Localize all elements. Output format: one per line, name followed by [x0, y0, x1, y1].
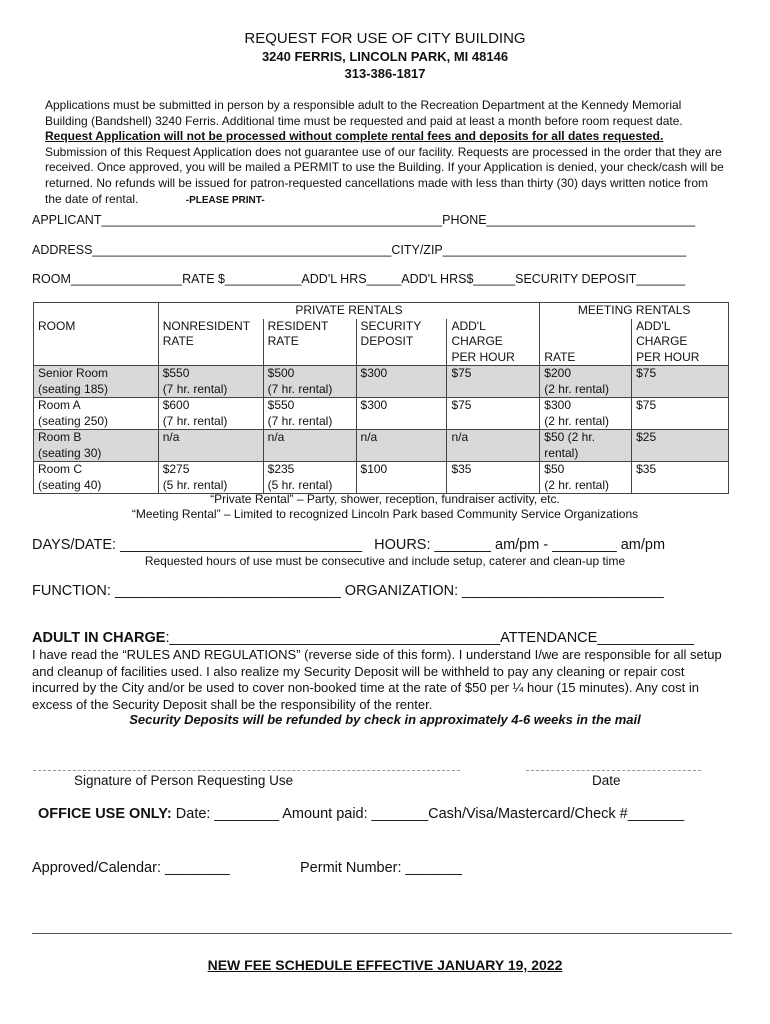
approved-calendar-line[interactable]: Approved/Calendar: ________	[32, 860, 230, 876]
adult-in-charge-label: ADULT IN CHARGE	[32, 630, 166, 646]
rules-acknowledgement: I have read the “RULES AND REGULATIONS” (reverse side of this form). I understand I/we are responsible for all setup and cleanup of facilities used. I also realize my Security Deposit will be withheld to pay any cleaning or repair cost incurred by the City and/or be used to cover non-booked time at the rate of $50 per ¼ hour (15 minutes). Any cost in excess of the Security Deposit shall be the responsibility of the renter.	[32, 647, 722, 712]
table-row: Room B (seating 30) n/a n/a n/a n/a $50 (2 hr. rental) $25	[34, 430, 729, 462]
signature-label: Signature of Person Requesting Use	[74, 773, 294, 788]
table-row: Senior Room (seating 185) $550 (7 hr. rental) $500 (7 hr. rental) $300 $75 $200 (2 hr. rental) $75	[34, 366, 729, 398]
office-use-line[interactable]: OFFICE USE ONLY: Date: ________ Amount paid: _______Cash/Visa/Mastercard/Check #_______	[38, 806, 685, 822]
date-label: Date	[592, 773, 621, 788]
office-use-label: OFFICE USE ONLY:	[38, 806, 172, 822]
header-meeting-addl-charge: ADD'L CHARGE PER HOUR	[632, 319, 729, 366]
meeting-rental-note: “Meeting Rental” – Limited to recognized Lincoln Park based Community Service Organizations	[131, 507, 639, 521]
intro-text-1: Applications must be submitted in person by a responsible adult to the Recreation Department at the Kennedy Memorial Building (Bandshell) 3240 Ferris. Additional time must be requested and paid at least a month before room request date.	[45, 98, 683, 128]
intro-text-2: Submission of this Request Application does not guarantee use of our facility. Requests are processed in the order that they are received. Once approved, you will be mailed a PERMIT to use the Building. If your Application is denied, your check/cash will be returned. No refunds will be issued for patron-requested cancellations made with less than thirty (30) days written notice from the date of rental.	[45, 144, 724, 206]
function-organization-line[interactable]: FUNCTION: ____________________________ ORGANIZATION: _________________________	[32, 583, 664, 599]
header-private-rentals: PRIVATE RENTALS	[158, 303, 540, 319]
adult-in-charge-line[interactable]: ADULT IN CHARGE:_________________________________________ATTENDANCE____________	[32, 630, 695, 646]
header-security-deposit: SECURITY DEPOSIT	[356, 319, 447, 366]
table-row: Room C (seating 40) $275 (5 hr. rental) $235 (5 hr. rental) $100 $35 $50 (2 hr. rental) $35	[34, 462, 729, 494]
fee-table	[33, 302, 729, 494]
header-addl-charge: ADD'L CHARGE PER HOUR	[447, 319, 540, 366]
permit-number-line[interactable]: Permit Number: _______	[300, 860, 462, 876]
signature-line[interactable]	[33, 770, 460, 771]
header-nonresident-rate: NONRESIDENT RATE	[158, 319, 263, 366]
address-city-line[interactable]: ADDRESS___________________________________________CITY/ZIP___________________________________	[32, 243, 687, 257]
intro-bold-notice: Request Application will not be processed without complete rental fees and deposits for all dates requested.	[45, 129, 664, 144]
fee-schedule-footer: NEW FEE SCHEDULE EFFECTIVE JANUARY 19, 2022	[207, 957, 563, 973]
header-meeting-rate: RATE	[540, 319, 632, 366]
table-row: Room A (seating 250) $600 (7 hr. rental) $550 (7 hr. rental) $300 $75 $300 (2 hr. rental) $75	[34, 398, 729, 430]
header-room: ROOM	[34, 303, 159, 366]
room-rate-line[interactable]: ROOM________________RATE $___________ADD'L HRS_____ADD'L HRS$______SECURITY DEPOSIT_______	[32, 272, 686, 286]
private-rental-note: “Private Rental” – Party, shower, reception, fundraiser activity, etc.	[210, 492, 560, 506]
refund-note: Security Deposits will be refunded by check in approximately 4-6 weeks in the mail	[129, 712, 641, 727]
building-phone: 313-386-1817	[344, 66, 426, 81]
intro-paragraph	[45, 98, 725, 208]
applicant-phone-line[interactable]: APPLICANT_________________________________________________PHONE______________________________	[32, 213, 696, 227]
hours-note: Requested hours of use must be consecutive and include setup, caterer and clean-up time	[144, 554, 626, 568]
divider	[32, 933, 732, 934]
date-line[interactable]	[526, 770, 701, 771]
form-title: REQUEST FOR USE OF CITY BUILDING	[244, 30, 526, 47]
please-print-note: -PLEASE PRINT-	[185, 194, 265, 206]
building-address: 3240 FERRIS, LINCOLN PARK, MI 48146	[261, 49, 509, 64]
days-hours-line[interactable]: DAYS/DATE: ______________________________ HOURS: _______ am/pm - ________ am/pm	[32, 537, 666, 553]
header-resident-rate: RESIDENT RATE	[263, 319, 356, 366]
header-meeting-rentals: MEETING RENTALS	[540, 303, 729, 319]
